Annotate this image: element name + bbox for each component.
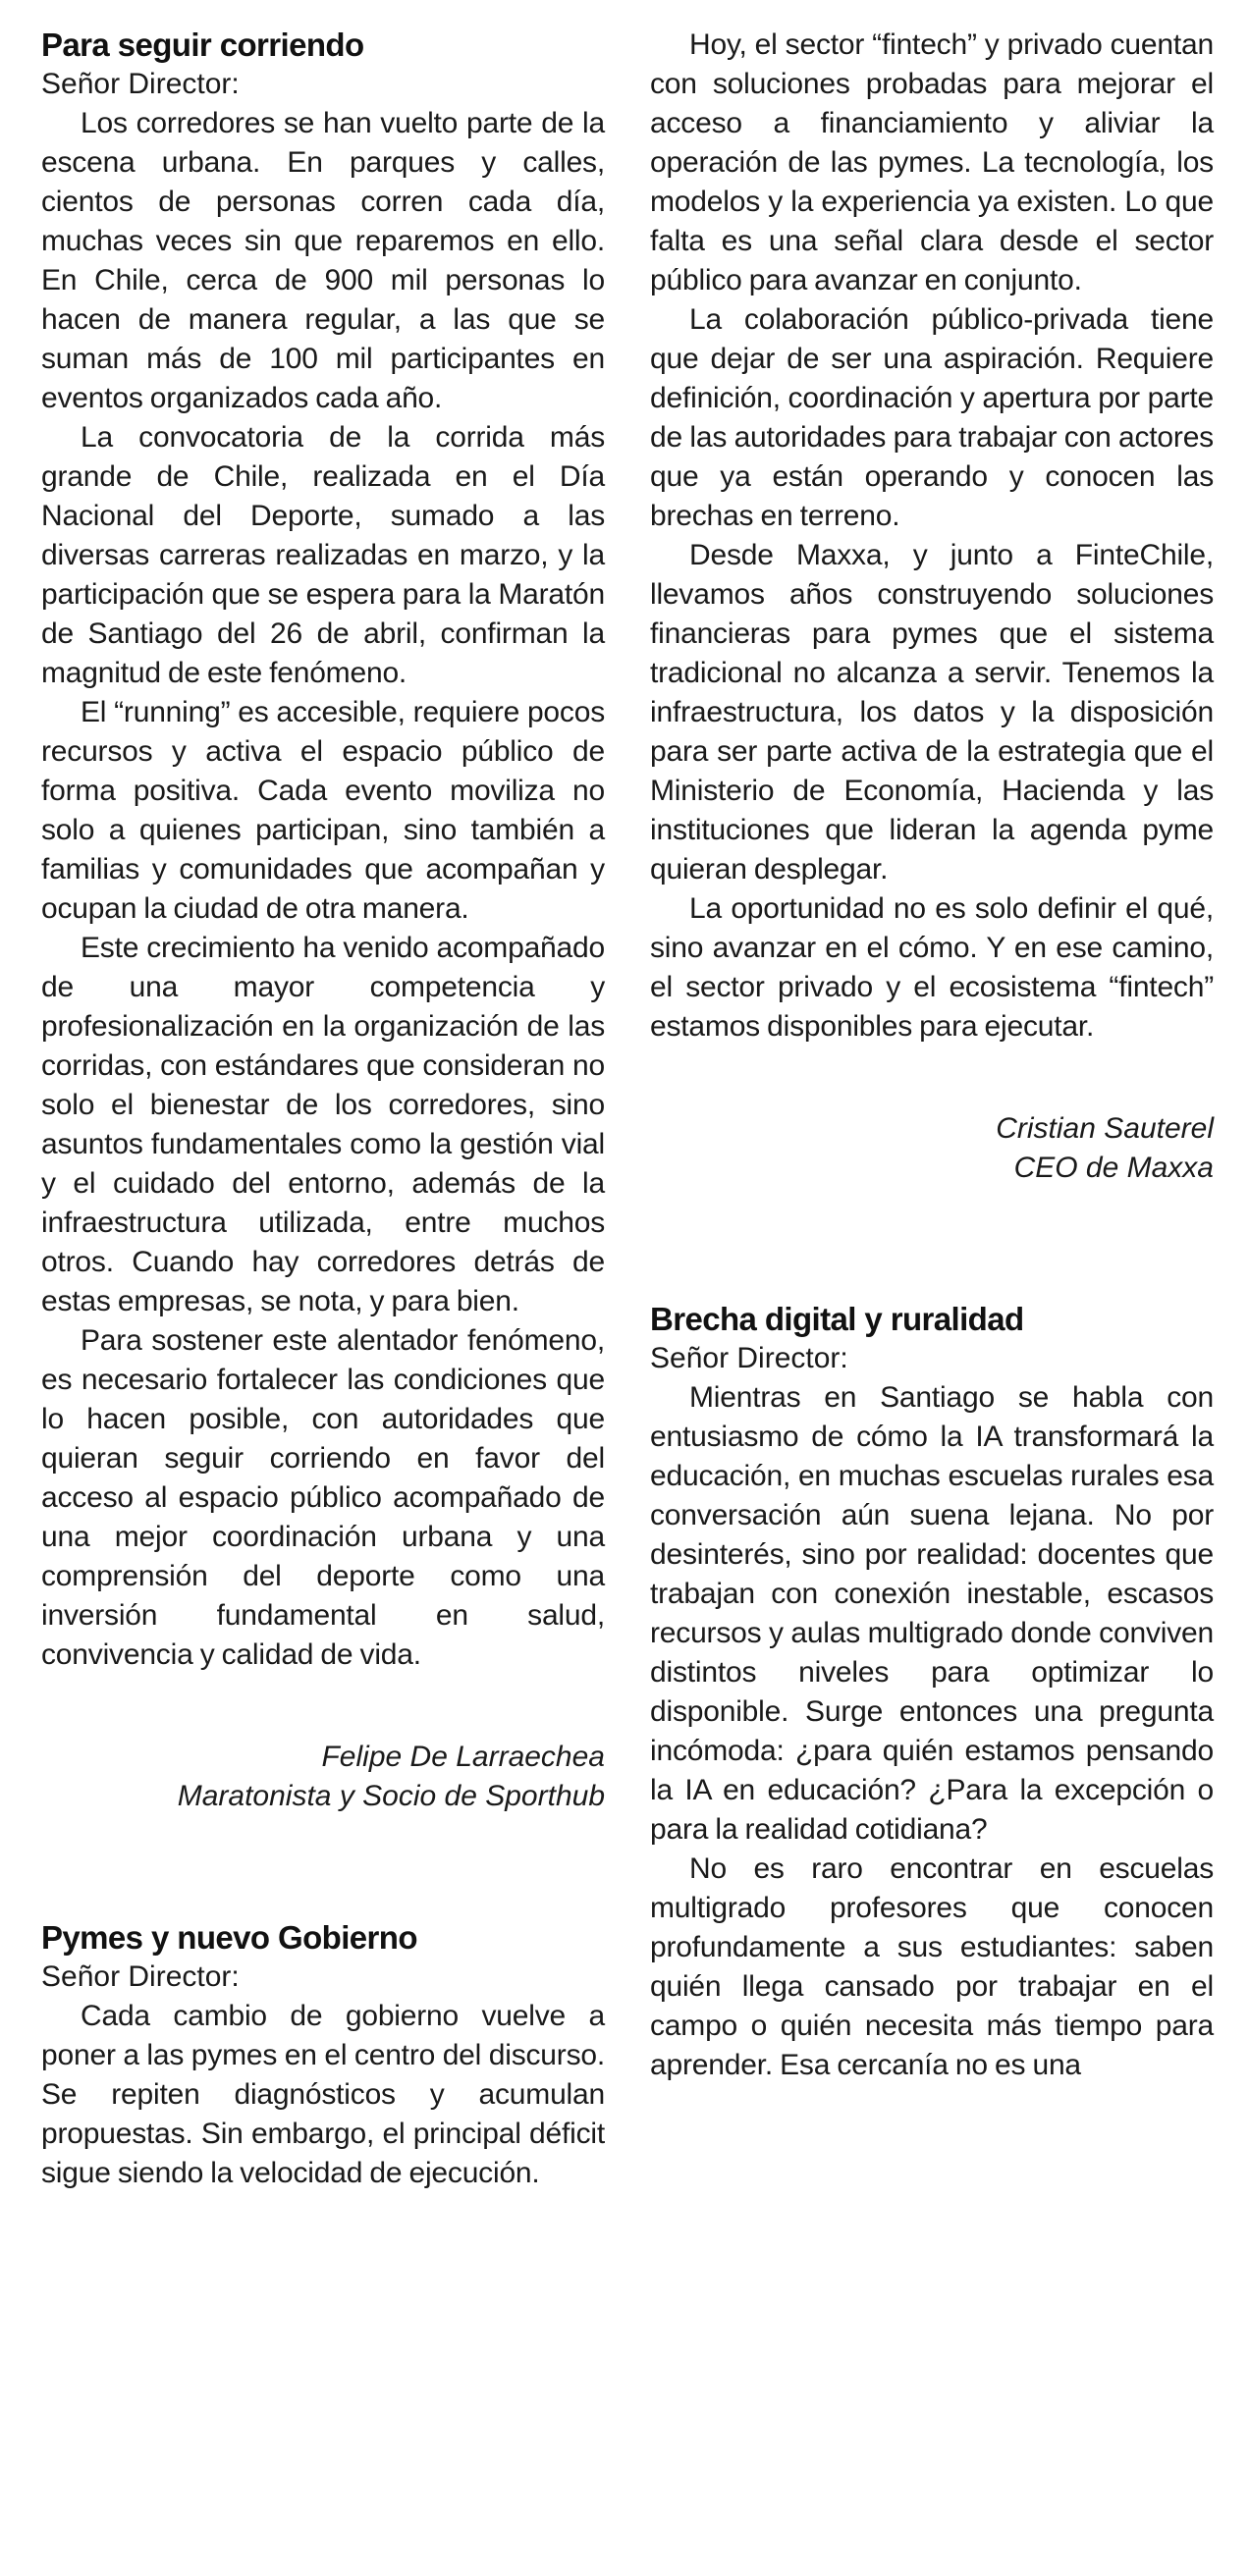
signature-name: Felipe De Larraechea	[321, 1741, 605, 1773]
letter-paragraph: Para sostener este alentador fenómeno, es necesario fortalecer las condiciones que lo hacen posible, con autoridades que quieran seguir corriendo en favor del acceso al espacio público acompañado de una mejor coordinación urbana y una comprensión del deporte como una inversión fundamental en salud, convivencia y calidad de vida.	[41, 1324, 605, 1671]
letter-paragraph: La convocatoria de la corrida más grande de Chile, realizada en el Día Nacional del Deporte, sumado a las diversas carreras realizadas en marzo, y la participación que se espera para la Maratón de Santiago del 26 de abril, confirman la magnitud de este fenómeno.	[41, 421, 605, 689]
letter-brecha-digital-y-ruralidad	[650, 1300, 1214, 2085]
letter-paragraph: La colaboración público-privada tiene que dejar de ser una aspiración. Requiere definición, coordinación y apertura por parte de las autoridades para trabajar con actores que ya están operando y conocen las brechas en terreno.	[650, 303, 1214, 532]
left-column	[41, 26, 605, 2193]
letter-paragraph: No es raro encontrar en escuelas multigrado profesores que conocen profundamente a sus estudiantes: saben quién llega cansado por trabajar en el campo o quién necesita más tiempo para aprender. Esa cercanía no es una	[650, 1852, 1214, 2081]
letter-paragraph: Este crecimiento ha venido acompañado de una mayor competencia y profesionalización en la organización de las corridas, con estándares que consideran no solo el bienestar de los corredores, sino asuntos fundamentales como la gestión vial y el cuidado del entorno, además de la infraestructura utilizada, entre muchos otros. Cuando hay corredores detrás de estas empresas, se nota, y para bien.	[41, 932, 605, 1317]
letter-paragraph: El “running” es accesible, requiere pocos recursos y activa el espacio público de forma positiva. Cada evento moviliza no solo a quienes participan, sino también a familias y comunidades que acompañan y ocupan la ciudad de otra manera.	[41, 696, 605, 925]
letter-salutation: Señor Director:	[41, 68, 240, 100]
letter-paragraph: Cada cambio de gobierno vuelve a poner a las pymes en el centro del discurso. Se repiten diagnósticos y acumulan propuestas. Sin embargo, el principal déficit sigue siendo la velocidad de ejecución.	[41, 2000, 605, 2189]
signature-role: Maratonista y Socio de Sporthub	[177, 1780, 605, 1812]
letter-headline: Pymes y nuevo Gobierno	[41, 1919, 417, 1956]
letter-paragraph: La oportunidad no es solo definir el qué, sino avanzar en el cómo. Y en ese camino, el sector privado y el ecosistema “fintech” estamos disponibles para ejecutar.	[650, 892, 1214, 1043]
letter-headline: Brecha digital y ruralidad	[650, 1301, 1024, 1337]
letter-paragraph: Los corredores se han vuelto parte de la escena urbana. En parques y calles, cientos de personas corren cada día, muchas veces sin que reparemos en ello. En Chile, cerca de 900 mil personas lo hacen de manera regular, a las que se suman más de 100 mil participantes en eventos organizados cada año.	[41, 107, 605, 414]
signature-role: CEO de Maxxa	[1013, 1152, 1214, 1184]
letter-signature	[650, 1109, 1214, 1188]
letter-salutation: Señor Director:	[650, 1342, 848, 1374]
letter-paragraph: Desde Maxxa, y junto a FinteChile, llevamos años construyendo soluciones financieras para pymes que el sistema tradicional no alcanza a servir. Tenemos la infraestructura, los datos y la disposición para ser parte activa de la estrategia que el Ministerio de Economía, Hacienda y las instituciones que lideran la agenda pyme quieran desplegar.	[650, 539, 1214, 886]
letter-headline: Para seguir corriendo	[41, 27, 364, 63]
letter-paragraph: Mientras en Santiago se habla con entusiasmo de cómo la IA transformará la educación, en muchas escuelas rurales esa conversación aún suena lejana. No por desinterés, sino por realidad: docentes que trabajan con conexión inestable, escasos recursos y aulas multigrado donde conviven distintos niveles para optimizar lo disponible. Surge entonces una pregunta incómoda: ¿para quién estamos pensando la IA en educación? ¿Para la excepción o para la realidad cotidiana?	[650, 1381, 1214, 1846]
letter-para-seguir-corriendo	[41, 26, 605, 1816]
letter-paragraph: Hoy, el sector “fintech” y privado cuentan con soluciones probadas para mejorar el acceso a financiamiento y aliviar la operación de las pymes. La tecnología, los modelos y la experiencia ya existen. Lo que falta es una señal clara desde el sector público para avanzar en conjunto.	[650, 28, 1214, 296]
letter-pymes-y-nuevo-gobierno	[41, 1918, 605, 2193]
letter-signature	[41, 1738, 605, 1816]
signature-name: Cristian Sauterel	[996, 1112, 1214, 1145]
letter-pymes-continued	[650, 26, 1214, 1188]
right-column	[650, 26, 1214, 2085]
letter-salutation: Señor Director:	[41, 1960, 240, 1993]
